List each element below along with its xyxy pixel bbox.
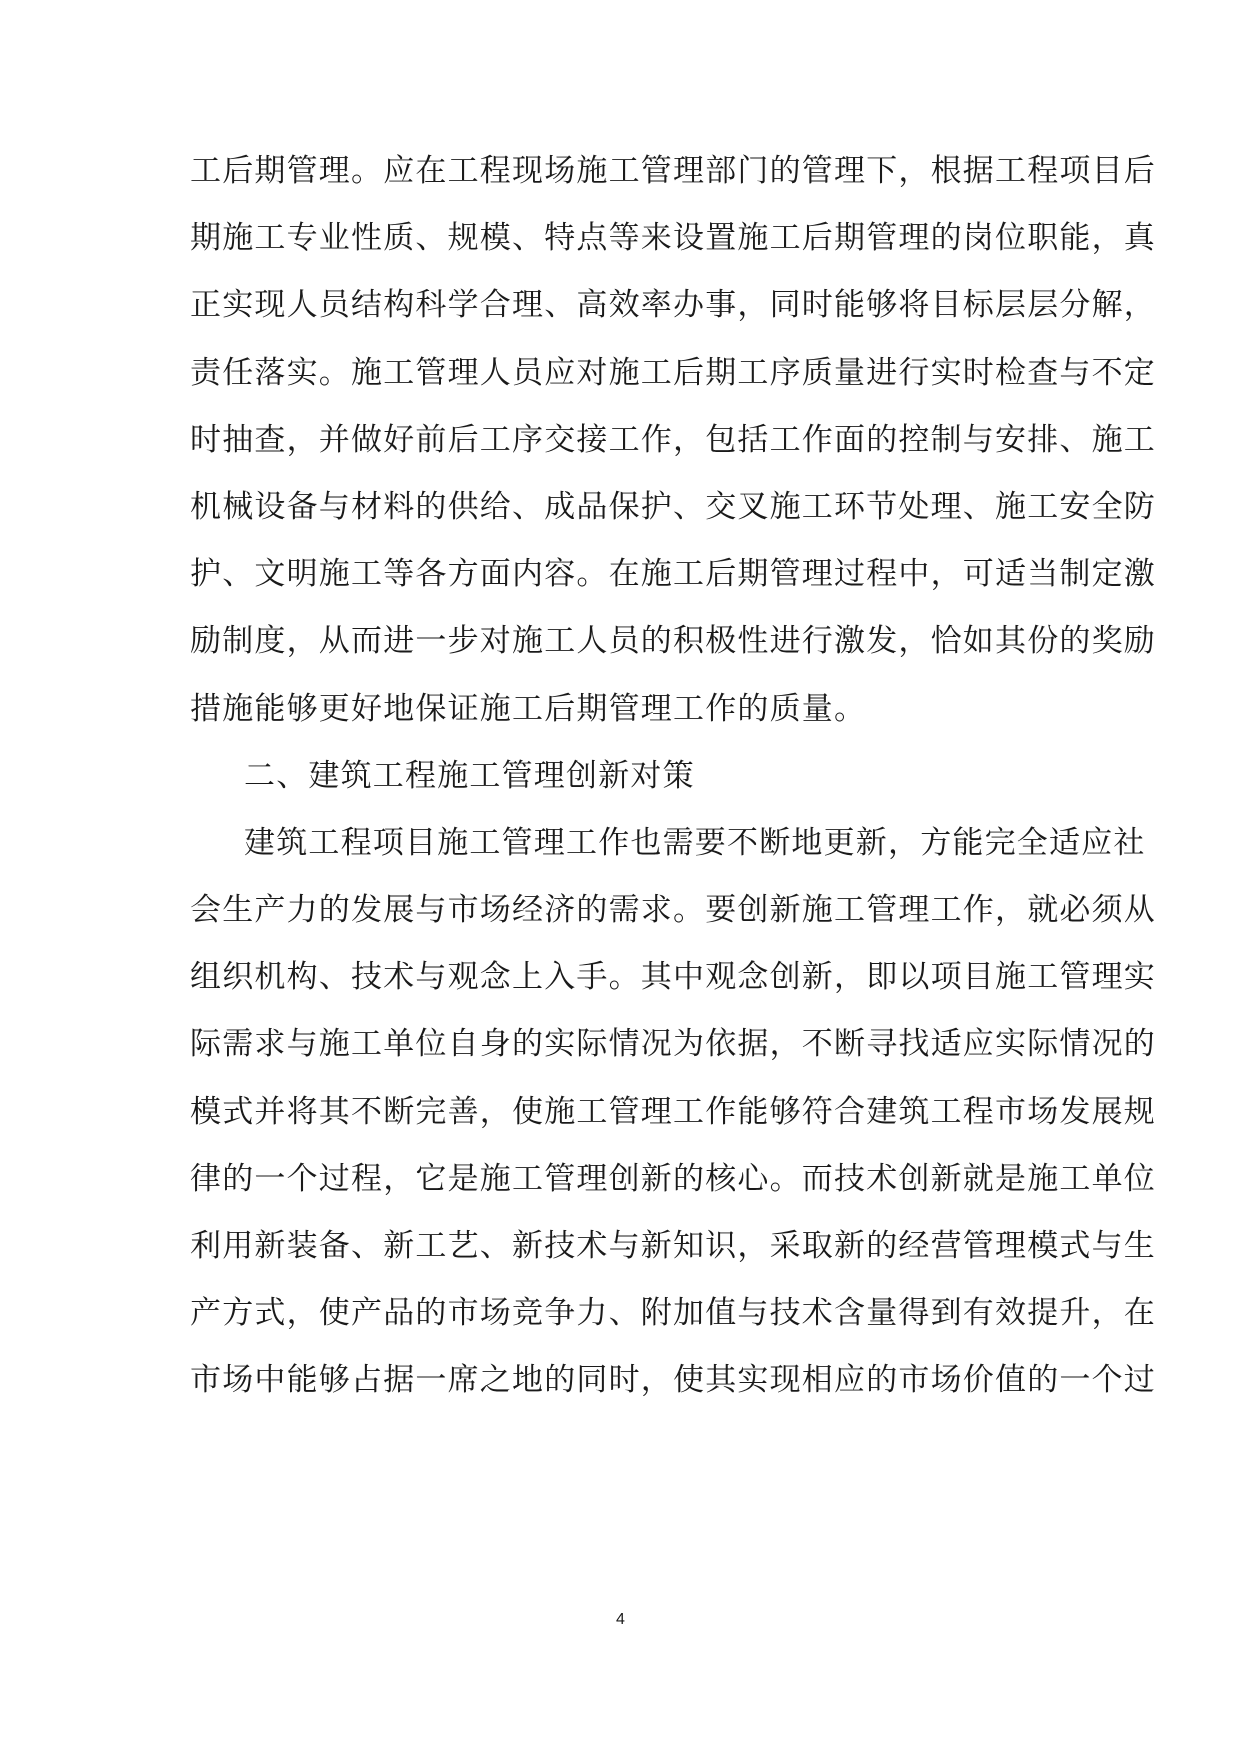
section-heading: 二、建筑工程施工管理创新对策 (244, 757, 695, 794)
paragraph-line: 产方式，使产品的市场竞争力、附加值与技术含量得到有效提升，在 (190, 1295, 1156, 1332)
page-number: 4 (616, 1611, 625, 1628)
paragraph-line: 建筑工程项目施工管理工作也需要不断地更新，方能完全适应社 (244, 824, 1146, 861)
paragraph-line: 护、文明施工等各方面内容。在施工后期管理过程中，可适当制定激 (190, 556, 1156, 593)
paragraph-line: 励制度，从而进一步对施工人员的积极性进行激发，恰如其份的奖励 (190, 623, 1156, 660)
paragraph-line: 利用新装备、新工艺、新技术与新知识，采取新的经营管理模式与生 (190, 1228, 1156, 1264)
paragraph-line: 时抽查，并做好前后工序交接工作，包括工作面的控制与安排、施工 (190, 421, 1156, 458)
paragraph-line: 措施能够更好地保证施工后期管理工作的质量。 (190, 690, 867, 727)
paragraph-line: 际需求与施工单位自身的实际情况为依据，不断寻找适应实际情况的 (190, 1026, 1156, 1063)
paragraph-line: 模式并将其不断完善，使施工管理工作能够符合建筑工程市场发展规 (190, 1093, 1156, 1130)
paragraph-line: 责任落实。施工管理人员应对施工后期工序质量进行实时检查与不定 (190, 354, 1156, 391)
paragraph-line: 机械设备与材料的供给、成品保护、交叉施工环节处理、施工安全防 (190, 488, 1156, 525)
paragraph-line: 组织机构、技术与观念上入手。其中观念创新，即以项目施工管理实 (190, 959, 1156, 996)
body-text (190, 138, 1156, 1415)
paragraph-line: 律的一个过程，它是施工管理创新的核心。而技术创新就是施工单位 (190, 1160, 1156, 1197)
paragraph-line: 期施工专业性质、规模、特点等来设置施工后期管理的岗位职能，真 (190, 220, 1156, 257)
paragraph-line: 会生产力的发展与市场经济的需求。要创新施工管理工作，就必须从 (190, 892, 1156, 929)
paragraph-line: 工后期管理。应在工程现场施工管理部门的管理下，根据工程项目后 (190, 153, 1156, 189)
paragraph-line: 市场中能够占据一席之地的同时，使其实现相应的市场价值的一个过 (190, 1362, 1156, 1399)
paragraph-line: 正实现人员结构科学合理、高效率办事，同时能够将目标层层分解， (190, 287, 1156, 324)
